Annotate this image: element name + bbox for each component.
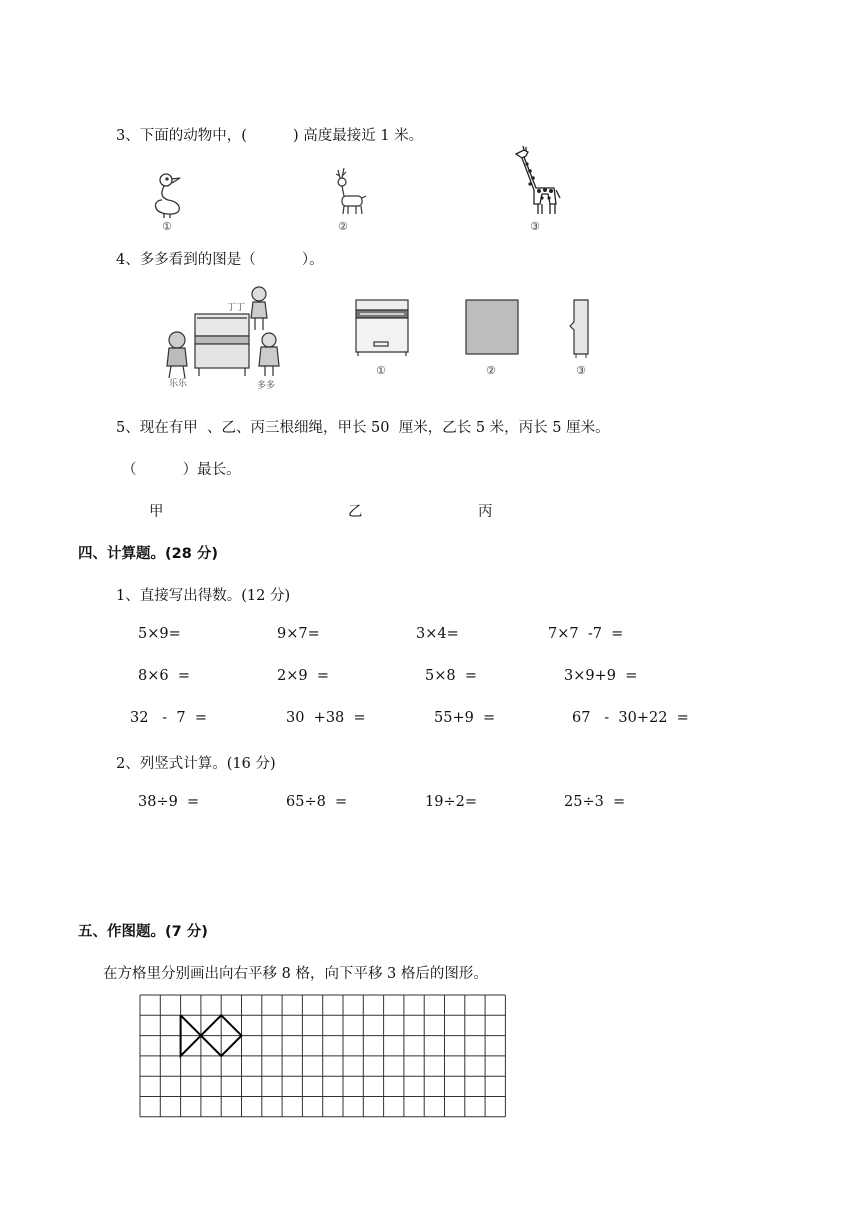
section4-sub2: 2、列竖式计算。(16 分) [116, 756, 276, 772]
calc-r1-c2: 9×7= [277, 626, 320, 642]
section5-instruction: 在方格里分别画出向右平移 8 格，向下平移 3 格后的图形。 [103, 966, 488, 982]
q3-caption-3: ③ [530, 220, 540, 233]
calc-r1-c4: 7×7 -7 = [548, 626, 624, 642]
q5-answer-line: （ ）最长。 [122, 462, 241, 478]
calc-r2-c1: 8×6 = [138, 668, 190, 684]
q3-text: 3、下面的动物中，( ) 高度最接近 1 米。 [116, 128, 424, 144]
label-duoduo: 多多 [257, 381, 276, 391]
label-dingding: 丁丁 [227, 303, 246, 313]
giraffe-icon [510, 146, 564, 236]
deer-icon [328, 164, 374, 232]
section4-sub1: 1、直接写出得数。(12 分) [116, 588, 291, 604]
q3-caption-2: ② [338, 220, 348, 233]
q4-caption-2: ② [486, 364, 496, 377]
calc-r4-c2: 65÷8 = [286, 794, 348, 810]
translation-grid [139, 994, 507, 1118]
section4-title: 四、计算题。(28 分) [78, 546, 218, 562]
label-lele: 乐乐 [169, 379, 188, 389]
q4-text: 4、多多看到的图是（ ）。 [116, 252, 324, 268]
duck-icon [150, 170, 190, 232]
calc-r1-c3: 3×4= [416, 626, 459, 642]
q5-option-yi: 乙 [348, 504, 363, 520]
calc-r4-c4: 25÷3 = [564, 794, 626, 810]
section5-title: 五、作图题。(7 分) [78, 924, 208, 940]
piano-back-view-image [462, 296, 522, 378]
calc-r2-c4: 3×9+9 = [564, 668, 638, 684]
calc-r3-c3: 55+9 = [434, 710, 496, 726]
calc-r1-c1: 5×9= [138, 626, 181, 642]
q3-caption-1: ① [162, 220, 172, 233]
calc-r4-c1: 38÷9 = [138, 794, 200, 810]
piano-scene-image [155, 282, 287, 394]
piano-side-view-image [566, 296, 600, 378]
q4-caption-1: ① [376, 364, 386, 377]
q5-text: 5、现在有甲 、乙、丙三根细绳，甲长 50 厘米，乙长 5 米，丙长 5 厘米。 [116, 420, 610, 436]
calc-r4-c3: 19÷2= [425, 794, 477, 810]
calc-r3-c4: 67 - 30+22 = [572, 710, 689, 726]
piano-front-view-image [352, 296, 412, 378]
calc-r3-c2: 30 +38 = [286, 710, 366, 726]
calc-r3-c1: 32 - 7 = [130, 710, 207, 726]
q5-option-jia: 甲 [149, 504, 164, 520]
q5-option-bing: 丙 [478, 504, 493, 520]
calc-r2-c3: 5×8 = [425, 668, 477, 684]
q4-caption-3: ③ [576, 364, 586, 377]
calc-r2-c2: 2×9 = [277, 668, 329, 684]
